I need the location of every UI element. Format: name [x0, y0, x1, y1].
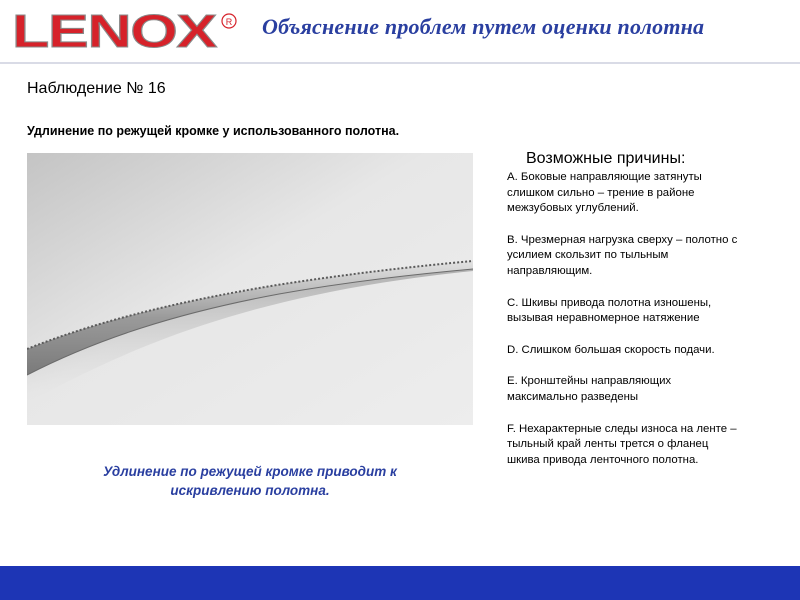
footer-bar: [0, 566, 800, 600]
cause-line: E. Кронштейны направляющих: [507, 375, 672, 388]
photo-caption: [40, 462, 460, 500]
cause-line: шкива привода ленточного полотна.: [507, 453, 699, 466]
logo-text: LENOX: [12, 6, 218, 54]
header-divider: [0, 62, 800, 64]
cause-line: A. Боковые направляющие затянуты: [507, 171, 702, 183]
cause-line: усилием скользит по тыльным: [507, 249, 669, 262]
cause-line: межзубовых углублений.: [507, 202, 639, 215]
cause-item-a: [507, 170, 795, 217]
caption-line: искривлению полотна.: [170, 483, 330, 498]
cause-line: C. Шкивы привода полотна изношены,: [507, 296, 712, 309]
observation-title: Наблюдение № 16: [27, 80, 166, 97]
possible-causes-heading: Возможные причины:: [526, 150, 686, 167]
observation-subtitle: Удлинение по режущей кромке у использованного полотна.: [27, 124, 400, 138]
lenox-logo: [10, 6, 240, 54]
cause-item-e: [507, 374, 795, 405]
cause-line: D. Слишком большая скорость подачи.: [507, 343, 715, 356]
cause-line: вызывая неравномерное натяжение: [507, 312, 700, 325]
cause-item-f: [507, 422, 795, 469]
possible-causes-list: [507, 170, 795, 484]
band-saw-blade-photo: [27, 153, 473, 425]
cause-item-d: [507, 343, 795, 359]
slide-header: [0, 0, 800, 62]
cause-line: F. Нехарактерные следы износа на ленте –: [507, 422, 737, 435]
caption-line: Удлинение по режущей кромке приводит к: [103, 464, 397, 479]
registered-mark: R: [225, 17, 233, 27]
slide-title: Объяснение проблем путем оценки полотна: [262, 14, 705, 39]
cause-item-c: [507, 296, 795, 327]
cause-item-b: [507, 233, 795, 280]
cause-line: слишком сильно – трение в районе: [507, 186, 695, 199]
cause-line: тыльный край ленты трется о фланец: [507, 438, 709, 451]
cause-line: направляющим.: [507, 264, 593, 277]
cause-line: B. Чрезмерная нагрузка сверху – полотно с: [507, 233, 738, 246]
cause-line: максимально разведены: [507, 390, 639, 403]
